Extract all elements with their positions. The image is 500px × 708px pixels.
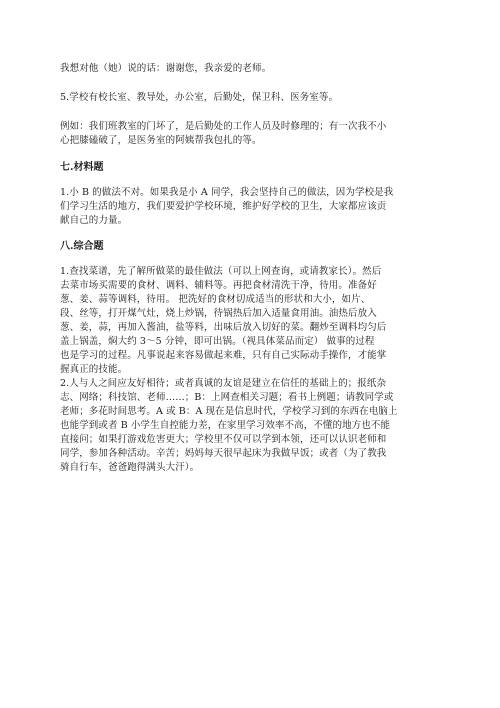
section-heading-comprehensive: 八.综合题 xyxy=(60,241,104,252)
text-line: 老师；多花时间思考。A 或 B：A 现在是信息时代，学校学习到的东西在电脑上 xyxy=(60,406,398,417)
text-line: 2.人与人之间应友好相待；或者真诚的友谊是建立在信任的基础上的；报纸杂 xyxy=(60,378,387,389)
text-line: 也是学习的过程。凡事说起来容易做起来难，只有自己实际动手操作，才能掌 xyxy=(60,350,387,361)
text-line: 志、网络；科技馆、老师……；B：上网查相关习题；看书上例题；请教同学或 xyxy=(60,392,394,403)
text-line: 例如：我们班教室的门坏了，是后勤处的工作人员及时修理的；有一次我不小 xyxy=(60,121,387,132)
section-heading-material: 七.材料题 xyxy=(60,162,104,173)
text-line: 段、丝等，打开煤气灶，烧上炒锅，待锅热后加入适量食用油。油热后放入 xyxy=(60,308,377,319)
text-line: 去菜市场买需要的食材、调料、辅料等。再把食材清洗干净，待用。准备好 xyxy=(60,280,377,291)
text-line: 5.学校有校长室、教导处，办公室，后勤处，保卫科、医务室等。 xyxy=(60,92,339,103)
text-line: 盖上锅盖，焖大约 3～5 分钟，即可出锅。（视具体菜品而定） 做事的过程 xyxy=(60,336,375,347)
text-line: 献自己的力量。 xyxy=(60,215,128,226)
paragraph-thanks xyxy=(60,62,440,76)
text-line: 1.小 B 的做法不对。如果我是小 A 同学，我会坚持自己的做法，因为学校是我 xyxy=(60,187,394,198)
text-line: 们学习生活的地方，我们要爱护学校环境，维护好学校的卫生，大家都应该贡 xyxy=(60,201,387,212)
text-line: 直接问；如果打游戏危害更大；学校里不仅可以学到本领，还可以认识老师和 xyxy=(60,434,387,445)
text-line: 也能学到或者 B 小学生自控能力差，在家里学习效率不高，不懂的地方也不能 xyxy=(60,420,391,431)
document-page xyxy=(60,0,440,708)
paragraph-example xyxy=(60,120,440,148)
text-line: 同学，参加各种活动。辛苦；妈妈每天很早起床为我做早饭；或者（为了教我 xyxy=(60,448,387,459)
text-line: 骑自行车，爸爸跑得满头大汗）。 xyxy=(60,462,200,473)
paragraph-comprehensive-answer xyxy=(60,265,440,475)
text-line: 握真正的技能。 xyxy=(60,364,128,375)
text-line: 葱、姜，蒜，再加入酱油，盐等料，出味后放入切好的菜。翻炒至调料均匀后 xyxy=(60,322,387,333)
text-line: 1.查找菜谱，先了解所做菜的最佳做法（可以上网查询，或请教家长）。然后 xyxy=(60,266,382,277)
paragraph-school-offices xyxy=(60,91,440,105)
paragraph-material-answer xyxy=(60,186,440,228)
text-line: 心把膝磕破了，是医务室的阿姨帮我包扎的等。 xyxy=(60,135,262,146)
text-line: 我想对他（她）说的话：谢谢您，我亲爱的老师。 xyxy=(60,63,272,74)
text-line: 葱、姜、蒜等调料，待用。 把洗好的食材切成适当的形状和大小，如片、 xyxy=(60,294,371,305)
